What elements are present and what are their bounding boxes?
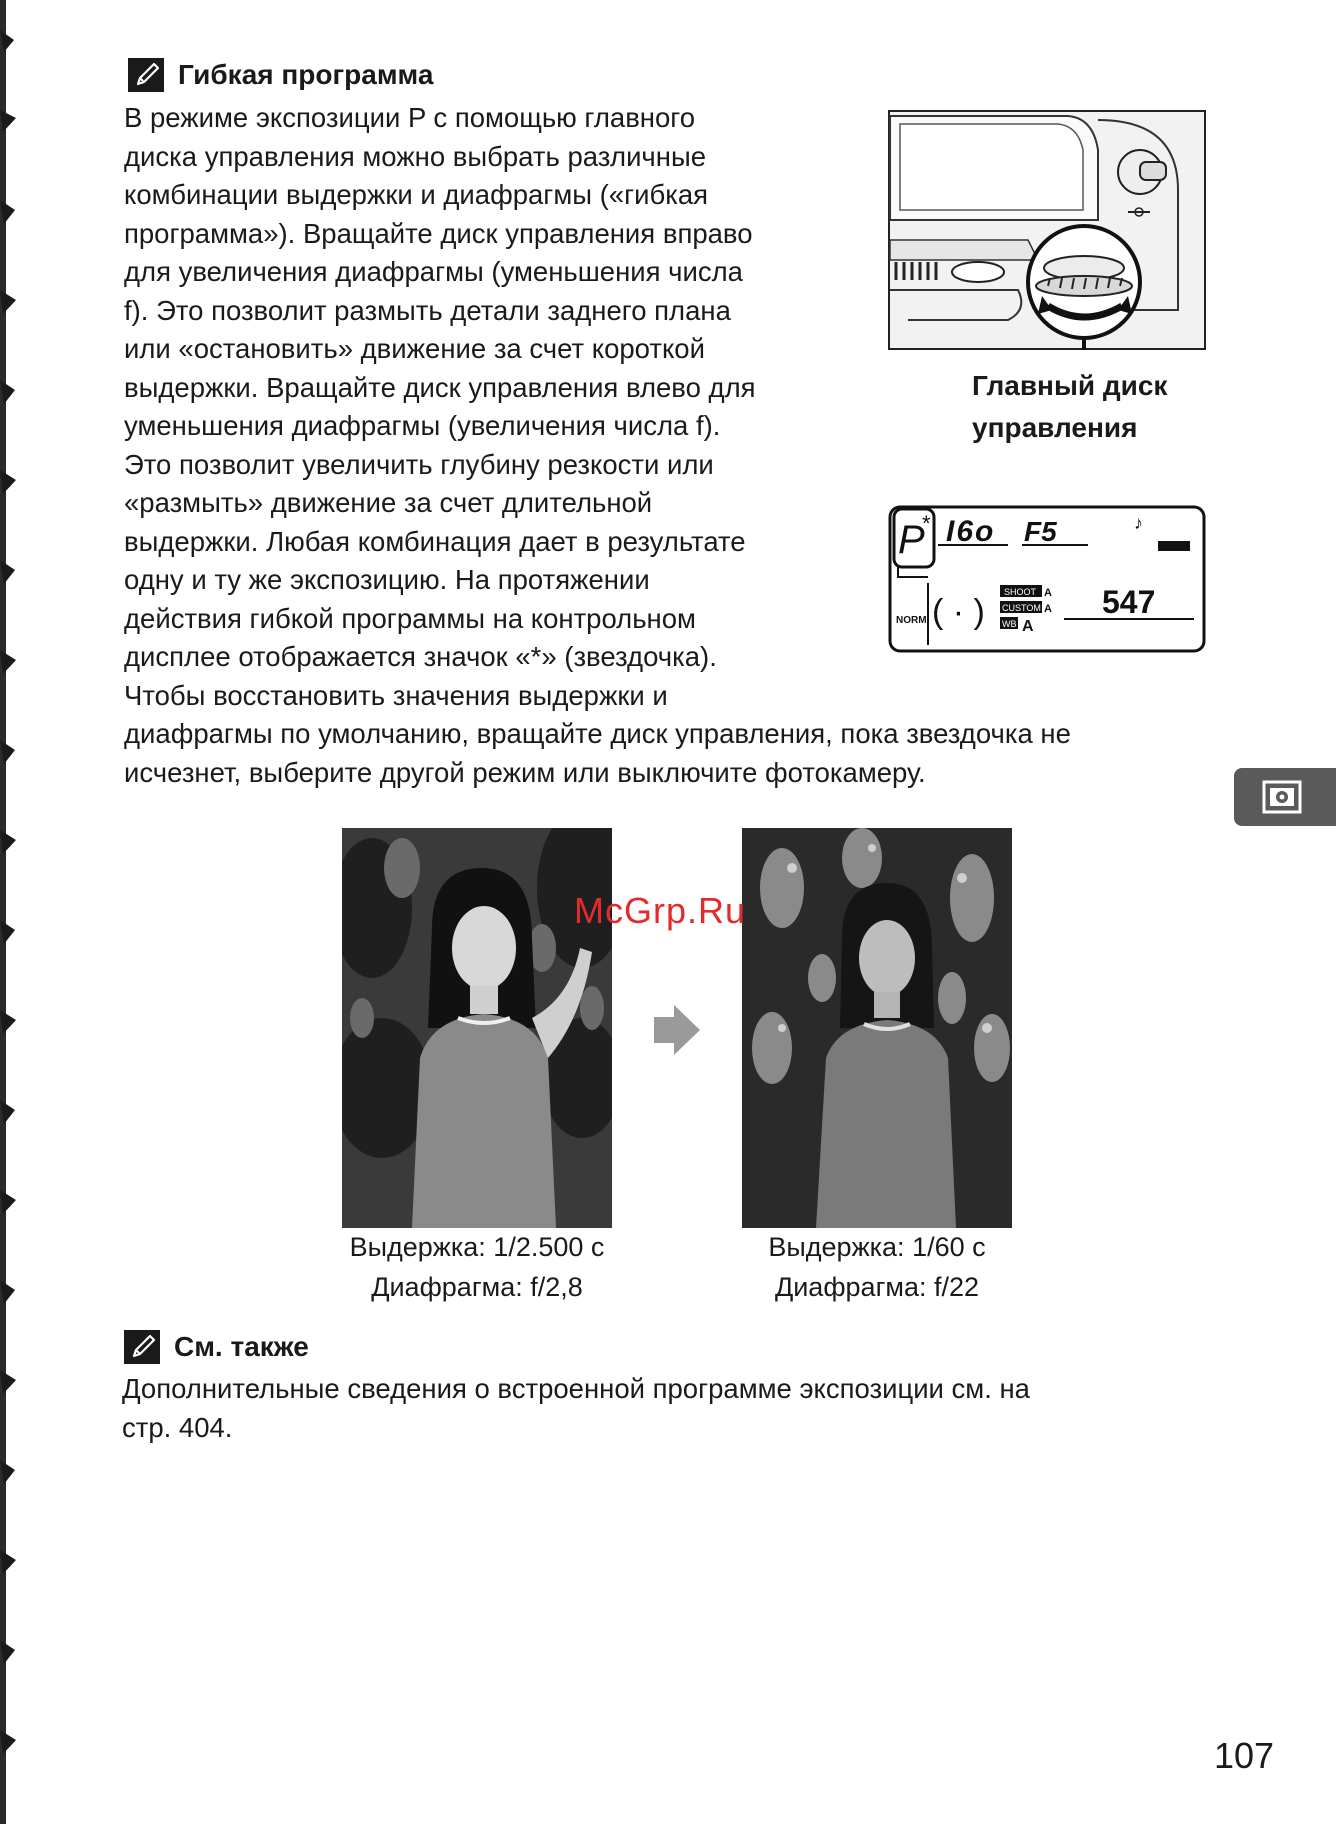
- text-line: исчезнет, выберите другой режим или выключите фотокамеру.: [124, 756, 926, 788]
- caption-line: Главный диск: [972, 370, 1168, 401]
- note-body-see-also: [122, 1370, 1030, 1447]
- text-line: «размыть» движение за счет длительной: [124, 487, 653, 518]
- lcd-custom-bank: CUSTOM: [1002, 603, 1041, 613]
- example-photo-slow-shutter: [742, 828, 1012, 1228]
- pencil-icon: [124, 1330, 160, 1364]
- lcd-beep-icon: ♪: [1134, 513, 1143, 533]
- watermark: McGrp.Ru: [574, 890, 747, 931]
- lcd-shutter: I6o: [946, 515, 996, 548]
- text-line: диафрагмы по умолчанию, вращайте диск управления, пока звездочка не: [124, 718, 1071, 749]
- text-line: диска управления можно выбрать различные: [124, 140, 706, 172]
- text-line: для увеличения диафрагмы (уменьшения числа: [124, 256, 743, 287]
- lcd-wb-value: A: [1022, 618, 1034, 635]
- camera-main-dial-illustration: [888, 110, 1206, 350]
- lcd-shoot-bank-value: A: [1044, 587, 1052, 599]
- main-dial-caption: [972, 365, 1167, 449]
- lcd-frames: 547: [1102, 584, 1156, 620]
- lcd-metering: ( · ): [932, 593, 985, 631]
- text-line: или «остановить» движение за счет короткой: [124, 333, 705, 364]
- text-line: Дополнительные сведения о встроенной программе экспозиции см. на: [122, 1373, 1030, 1404]
- text-line: комбинации выдержки и диафрагмы («гибкая: [124, 179, 709, 210]
- page-number: 107: [1214, 1735, 1275, 1776]
- example-photo-fast-shutter: [342, 828, 612, 1228]
- lcd-wb: WB: [1002, 619, 1017, 629]
- caption-fast-shutter: [330, 1227, 624, 1307]
- text-line: выдержки. Любая комбинация дает в результате: [124, 525, 746, 557]
- text-line: Чтобы восстановить значения выдержки и: [124, 679, 668, 711]
- caption-line: Выдержка: 1/60 с: [768, 1232, 986, 1262]
- exposure-mode-icon: [1234, 768, 1336, 826]
- caption-slow-shutter: [730, 1227, 1024, 1307]
- text-line: В режиме экспозиции P с помощью главного: [124, 102, 696, 133]
- lcd-aperture: F5: [1024, 516, 1057, 547]
- note-heading-see-also: [124, 1330, 309, 1364]
- text-line: действия гибкой программы на контрольном: [124, 602, 696, 634]
- pencil-icon: [128, 58, 164, 92]
- battery-icon: [1158, 541, 1190, 551]
- note-title: Гибкая программа: [178, 59, 434, 90]
- caption-line: Выдержка: 1/2.500 с: [349, 1232, 605, 1262]
- lcd-flex-star: *: [922, 511, 931, 536]
- page-binding-edge: [0, 0, 24, 1824]
- note-heading-flexible-program: [128, 58, 433, 92]
- lcd-custom-bank-value: A: [1044, 603, 1052, 615]
- arrow-right-icon: [654, 1005, 700, 1055]
- text-line: дисплее отображается значок «*» (звездочка).: [124, 641, 717, 672]
- lcd-mode: P: [898, 518, 925, 562]
- text-line: f). Это позволит размыть детали заднего плана: [124, 294, 731, 326]
- text-line: одну и ту же экспозицию. На протяжении: [124, 564, 650, 595]
- text-line: выдержки. Вращайте диск управления влево для: [124, 371, 756, 403]
- text-line: Это позволит увеличить глубину резкости или: [124, 448, 714, 480]
- chapter-tab: [1234, 768, 1336, 826]
- caption-line: Диафрагма: f/22: [774, 1272, 980, 1302]
- text-line: стр. 404.: [122, 1411, 233, 1443]
- control-panel-lcd: [888, 505, 1206, 653]
- text-line: программа»). Вращайте диск управления вправо: [124, 217, 753, 249]
- caption-line: Диафрагма: f/2,8: [371, 1272, 583, 1302]
- text-line: уменьшения диафрагмы (увеличения числа f).: [124, 410, 721, 441]
- caption-line: управления: [972, 412, 1138, 443]
- lcd-shoot-bank: SHOOT: [1004, 587, 1037, 597]
- lcd-quality: NORM: [896, 615, 927, 626]
- note-title: См. также: [174, 1331, 309, 1362]
